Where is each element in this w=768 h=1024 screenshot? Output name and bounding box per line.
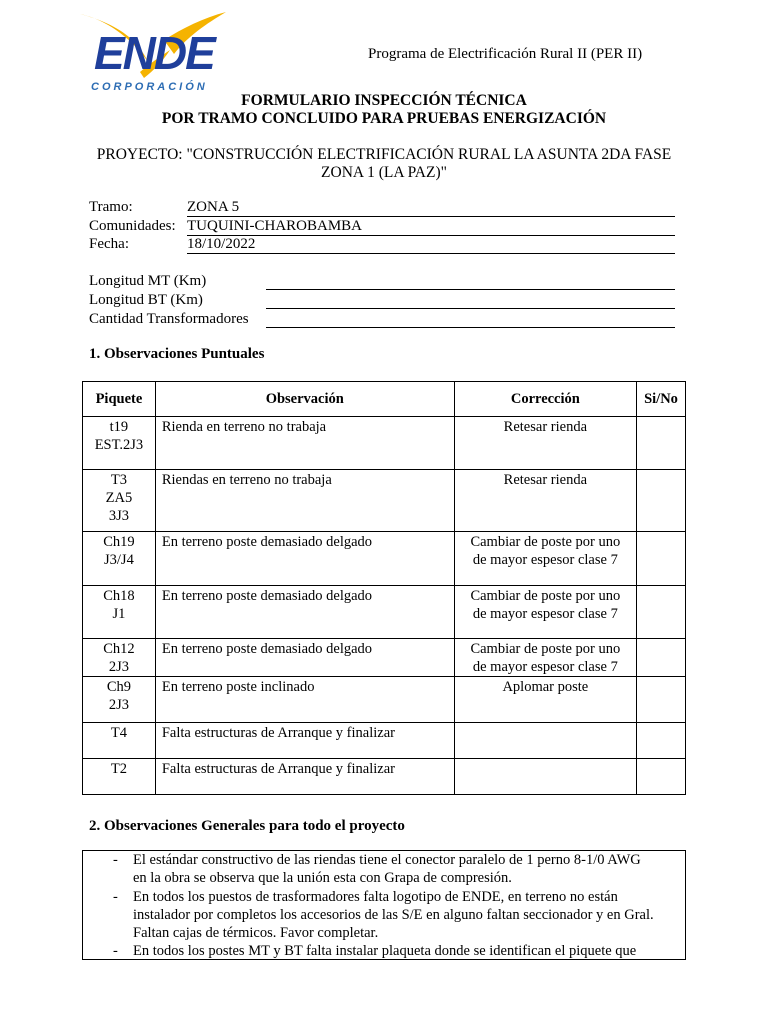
piquete-cell-text: Ch19 J3/J4 — [103, 534, 135, 568]
longitud-bt-field[interactable] — [266, 292, 675, 309]
general-observation-text: en la obra se observa que la unión esta con Grapa de compresión. — [133, 870, 512, 887]
fecha-label: Fecha: — [89, 236, 129, 252]
piquete-cell-text: T4 — [110, 725, 127, 741]
project-line1: PROYECTO: "CONSTRUCCIÓN ELECTRIFICACIÓN RURAL LA ASUNTA 2DA FASE — [96, 146, 672, 163]
header-correccion: Corrección — [454, 382, 636, 417]
logo-subtext: CORPORACIÓN — [91, 81, 208, 93]
observacion-cell-text: Rienda en terreno no trabaja — [161, 419, 327, 435]
correccion-cell — [454, 723, 636, 759]
observacion-cell — [155, 586, 454, 639]
observacion-cell-text: Riendas en terreno no trabaja — [161, 472, 332, 488]
bullet-dash: - — [113, 888, 118, 905]
piquete-cell — [83, 677, 156, 723]
observacion-cell — [155, 759, 454, 795]
general-observation-text: El estándar constructivo de las riendas tiene el conector paralelo de 1 perno 8-1/0 AWG — [133, 852, 641, 868]
piquete-cell — [83, 532, 156, 586]
observacion-cell-text: En terreno poste inclinado — [161, 679, 315, 695]
correccion-cell-text: Retesar rienda — [503, 472, 588, 488]
observacion-cell — [155, 723, 454, 759]
observacion-cell-text: En terreno poste demasiado delgado — [161, 534, 373, 550]
general-observation-text: En todos los postes MT y BT falta instalar plaqueta donde se identifican el piquete que — [133, 943, 637, 960]
sino-cell-text — [637, 417, 685, 418]
comunidades-label: Comunidades: — [89, 218, 176, 234]
sino-cell[interactable] — [637, 677, 686, 723]
piquete-cell-text: T2 — [110, 761, 127, 777]
piquete-cell — [83, 723, 156, 759]
sino-cell-text — [637, 677, 685, 678]
longitud-bt-label: Longitud BT (Km) — [89, 292, 203, 308]
piquete-cell — [83, 586, 156, 639]
general-observation-line — [83, 924, 685, 942]
longitud-mt-label: Longitud MT (Km) — [89, 273, 207, 289]
header-sino: Si/No — [637, 382, 686, 417]
cantidad-transformadores-label: Cantidad Transformadores — [89, 311, 249, 327]
observacion-cell — [155, 532, 454, 586]
program-name: Programa de Electrificación Rural II (PER II) — [368, 46, 643, 62]
sino-cell-text — [637, 639, 685, 640]
general-observation-text: instalador por completos los accesorios de las S/E en alguno faltan seccionador y en Gral. — [133, 906, 654, 923]
piquete-cell-text: T3 ZA5 3J3 — [105, 472, 133, 524]
observacion-cell — [155, 677, 454, 723]
observaciones-table — [82, 381, 686, 795]
piquete-cell — [83, 470, 156, 532]
correccion-cell — [454, 677, 636, 723]
observacion-cell — [155, 639, 454, 677]
correccion-cell-text: Retesar rienda — [503, 419, 588, 435]
correccion-cell — [454, 470, 636, 532]
piquete-cell-text: Ch12 2J3 — [103, 641, 135, 675]
correccion-cell-text: Cambiar de poste por uno de mayor espesor clase 7 — [470, 534, 621, 568]
comunidades-value: TUQUINI-CHAROBAMBA — [187, 218, 362, 234]
table-row — [83, 723, 686, 759]
piquete-cell — [83, 759, 156, 795]
table-row — [83, 639, 686, 677]
piquete-cell-text: Ch18 J1 — [103, 588, 135, 622]
cantidad-transformadores-field[interactable] — [266, 311, 675, 328]
observaciones-generales-box — [82, 850, 686, 960]
table-row — [83, 470, 686, 532]
sino-cell[interactable] — [637, 586, 686, 639]
general-observation-text: Faltan cajas de térmicos. Favor completar. — [133, 925, 379, 942]
correccion-cell — [454, 532, 636, 586]
correccion-cell — [454, 639, 636, 677]
tramo-label: Tramo: — [89, 199, 133, 215]
sino-cell[interactable] — [637, 417, 686, 470]
sino-cell-text — [637, 470, 685, 471]
correccion-cell — [454, 586, 636, 639]
sino-cell-text — [637, 759, 685, 760]
longitud-mt-field[interactable] — [266, 273, 675, 290]
general-observation-text: En todos los puestos de trasformadores falta logotipo de ENDE, en terreno no están — [133, 888, 618, 905]
table-row — [83, 586, 686, 639]
tramo-value: ZONA 5 — [187, 199, 240, 215]
observacion-cell-text: En terreno poste demasiado delgado — [161, 588, 373, 604]
general-observation-line — [83, 869, 685, 887]
piquete-cell — [83, 639, 156, 677]
observacion-cell — [155, 470, 454, 532]
form-title-line1: FORMULARIO INSPECCIÓN TÉCNICA — [241, 92, 527, 109]
sino-cell[interactable] — [637, 470, 686, 532]
header-piquete: Piquete — [83, 382, 156, 417]
fecha-field[interactable] — [187, 236, 675, 254]
logo-text: ENDE — [94, 27, 214, 79]
correccion-cell-text: Aplomar poste — [502, 679, 589, 695]
section2-title: 2. Observaciones Generales para todo el proyecto — [89, 818, 405, 834]
sino-cell[interactable] — [637, 723, 686, 759]
comunidades-field[interactable] — [187, 218, 675, 236]
tramo-field[interactable] — [187, 199, 675, 217]
table-row — [83, 417, 686, 470]
piquete-cell-text: Ch9 2J3 — [106, 679, 132, 713]
correccion-cell-text: Cambiar de poste por uno de mayor espesor clase 7 — [470, 641, 621, 675]
header-observacion: Observación — [155, 382, 454, 417]
sino-cell[interactable] — [637, 759, 686, 795]
section1-title: 1. Observaciones Puntuales — [89, 346, 265, 362]
table-header-row — [83, 382, 686, 417]
table-row — [83, 759, 686, 795]
correccion-cell-text: Cambiar de poste por uno de mayor espesor clase 7 — [470, 588, 621, 622]
sino-cell[interactable] — [637, 639, 686, 677]
correccion-cell — [454, 759, 636, 795]
general-observation-line — [83, 888, 685, 906]
table-row — [83, 532, 686, 586]
sino-cell-text — [637, 586, 685, 587]
correccion-cell — [454, 417, 636, 470]
project-line2: ZONA 1 (LA PAZ)" — [321, 164, 447, 181]
observacion-cell — [155, 417, 454, 470]
general-observation-line — [83, 942, 685, 960]
observacion-cell-text: En terreno poste demasiado delgado — [161, 641, 373, 657]
bullet-dash: - — [113, 943, 118, 960]
general-observation-line — [83, 851, 685, 869]
ende-logo — [78, 10, 228, 100]
piquete-cell — [83, 417, 156, 470]
observacion-cell-text: Falta estructuras de Arranque y finalizar — [161, 761, 395, 777]
correccion-cell-text — [455, 723, 636, 724]
sino-cell[interactable] — [637, 532, 686, 586]
fecha-value: 18/10/2022 — [187, 236, 256, 252]
sino-cell-text — [637, 723, 685, 724]
piquete-cell-text: t19 EST.2J3 — [94, 419, 144, 453]
form-title-line2: POR TRAMO CONCLUIDO PARA PRUEBAS ENERGIZACIÓN — [161, 110, 607, 127]
general-observation-line — [83, 906, 685, 924]
observacion-cell-text: Falta estructuras de Arranque y finalizar — [161, 725, 395, 741]
table-row — [83, 677, 686, 723]
correccion-cell-text — [455, 759, 636, 760]
bullet-dash: - — [113, 852, 118, 868]
sino-cell-text — [637, 532, 685, 533]
